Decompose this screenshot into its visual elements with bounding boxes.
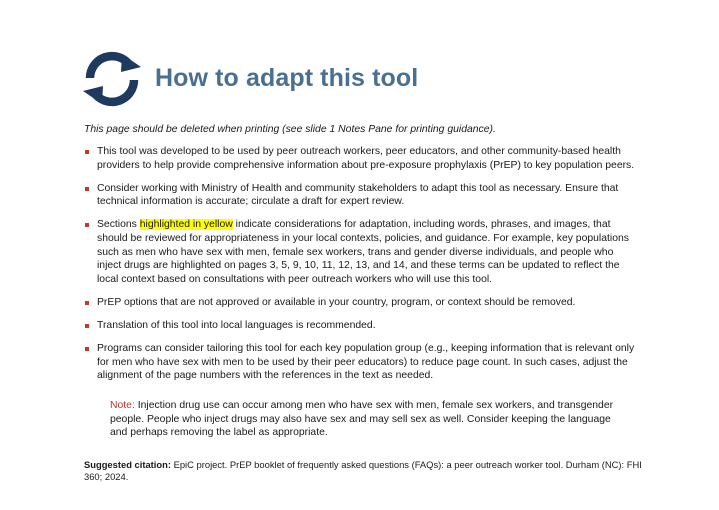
citation-label: Suggested citation: (84, 459, 171, 470)
list-item: Consider working with Ministry of Health and community stakeholders to adapt this tool as necessary. Ensure that technical information is accurate; circulate a draft for expert review. (84, 182, 636, 209)
refresh-arrows-icon (78, 48, 146, 110)
guidance-list (84, 145, 636, 392)
list-item: Programs can consider tailoring this tool for each key population group (e.g., keeping information that is relevant only for men who have sex with men to be used by their peer educators) to reduce page count. In such cases, adjust the alignment of the page numbers with the references in the text as needed. (84, 342, 636, 383)
note-paragraph (110, 399, 630, 440)
list-item: This tool was developed to be used by peer outreach workers, peer educators, and other community-based health providers to help provide comprehensive information about pre-exposure prophylaxis (PrEP) to key population peers. (84, 145, 636, 172)
citation-text: EpiC project. PrEP booklet of frequently asked questions (FAQs): a peer outreach worker tool. Durham (NC): FHI 360; 2024. (84, 459, 642, 483)
list-item (84, 218, 636, 286)
suggested-citation (84, 459, 644, 484)
intro-text: This page should be deleted when printing (see slide 1 Notes Pane for printing guidance). (84, 124, 496, 135)
list-item: Translation of this tool into local languages is recommended. (84, 319, 636, 333)
note-text: Injection drug use can occur among men who have sex with men, female sex workers, and transgender people. People who inject drugs may also have sex and may sell sex as well. Consider keeping the language and perhaps removing the label as appropriate. (110, 400, 614, 439)
list-item-text-start: Sections (97, 219, 140, 231)
yellow-highlight: highlighted in yellow (139, 219, 233, 231)
note-label: Note: (110, 400, 135, 411)
page-title: How to adapt this tool (155, 64, 419, 92)
list-item: PrEP options that are not approved or available in your country, program, or context should be removed. (84, 296, 636, 310)
list-item-text-end: indicate considerations for adaptation, including words, phrases, and images, that should be reviewed for appropriateness in your local contexts, policies, and guidance. For example, key populations such as men who have sex with men, female sex workers, trans and gender diverse individuals, and people who inject drugs are highlighted on pages 3, 5, 9, 10, 11, 12, 13, and 14, and these terms can be updated to reflect the local context based on consultations with peer outreach workers who will use this tool. (97, 219, 629, 285)
